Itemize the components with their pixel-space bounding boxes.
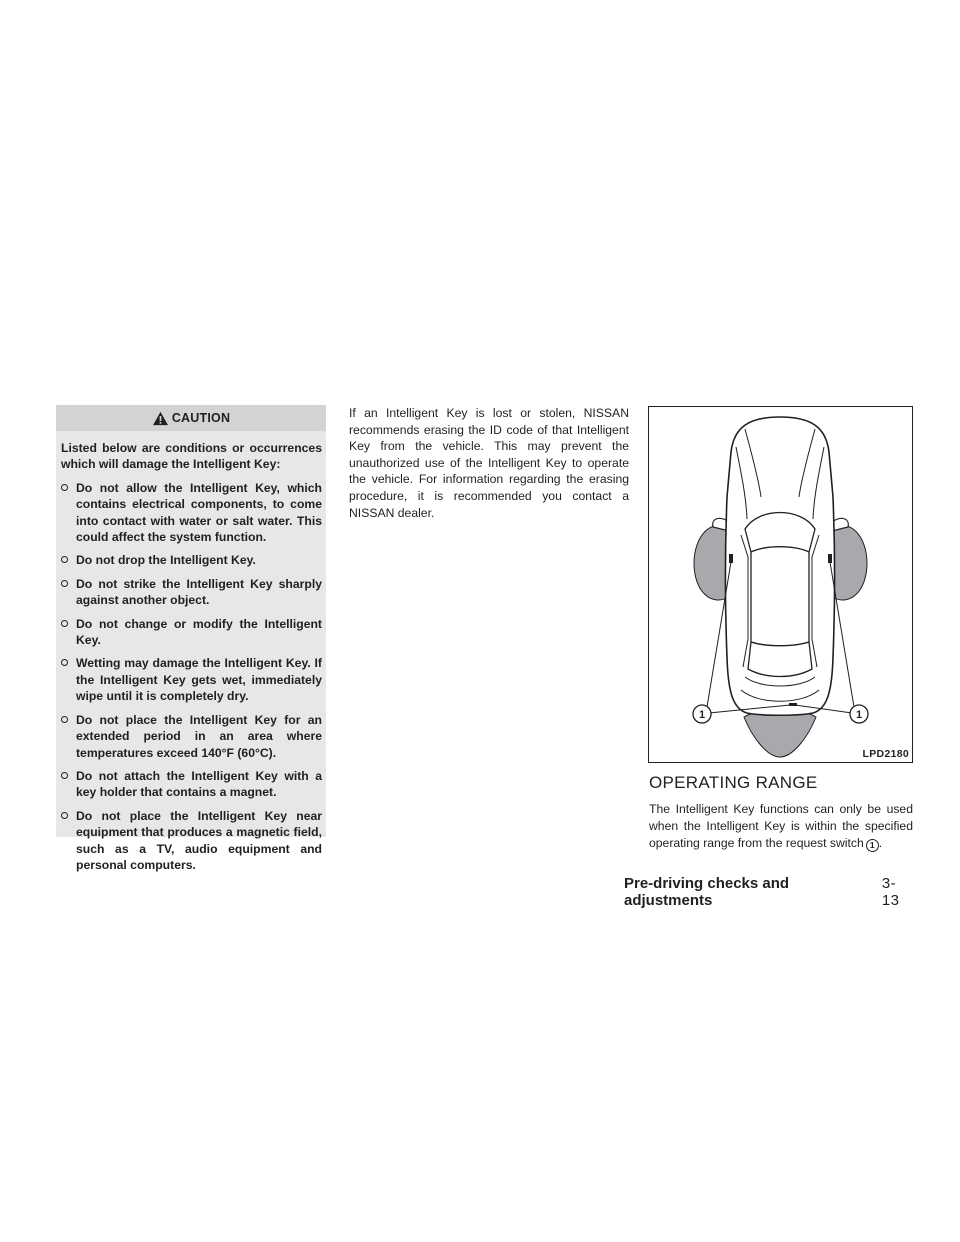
caution-intro: Listed below are conditions or occurrences which will damage the Intelligent Key: bbox=[61, 441, 322, 472]
bullet-icon bbox=[61, 812, 68, 819]
left-door-zone bbox=[694, 525, 729, 600]
section-title: OPERATING RANGE bbox=[649, 773, 818, 792]
caution-item bbox=[61, 768, 322, 801]
caution-item bbox=[61, 808, 322, 874]
caution-item-text: Do not allow the Intelligent Key, which contains electrical components, to come into contact with water or salt water. This could affect the system function. bbox=[76, 480, 322, 545]
page-number: 3-13 bbox=[881, 875, 900, 909]
bullet-icon bbox=[61, 580, 68, 587]
caution-header bbox=[56, 405, 326, 431]
caution-item bbox=[61, 712, 322, 761]
bullet-icon bbox=[61, 556, 68, 563]
operating-range-figure bbox=[648, 406, 913, 763]
lost-key-paragraph: If an Intelligent Key is lost or stolen, NISSAN recommends erasing the ID code of that Intelligent Key from the vehicle. This may prevent the unauthorized use of the Intelligent Key to operate the vehicle. For information regarding the erasing procedure, it is recommended you contact a NISSAN dealer. bbox=[349, 406, 629, 520]
caution-item-text: Do not drop the Intelligent Key. bbox=[76, 553, 256, 568]
caution-item-text: Do not place the Intelligent Key for an extended period in an area where temperatures exceed 140°F (60°C). bbox=[76, 712, 322, 760]
bullet-icon bbox=[61, 620, 68, 627]
right-request-switch-icon bbox=[828, 554, 832, 563]
caution-title: CAUTION bbox=[171, 411, 231, 425]
caution-item bbox=[61, 655, 322, 704]
figure-code: LPD2180 bbox=[862, 748, 909, 760]
car-top-view-illustration bbox=[649, 407, 912, 762]
caution-item-text: Do not change or modify the Intelligent Key. bbox=[76, 616, 322, 648]
bullet-icon bbox=[61, 772, 68, 779]
operating-range-text bbox=[649, 801, 913, 852]
footer-section-title: Pre-driving checks and adjustments bbox=[624, 875, 790, 909]
rear-zone bbox=[744, 710, 816, 758]
bullet-icon bbox=[61, 484, 68, 491]
caution-item-text: Do not strike the Intelligent Key sharply against another object. bbox=[76, 576, 322, 608]
left-request-switch-icon bbox=[729, 554, 733, 563]
callout-left-label: 1 bbox=[698, 709, 706, 721]
caution-item bbox=[61, 576, 322, 609]
caution-item-text: Do not place the Intelligent Key near equipment that produces a magnetic field, such as a TV, audio equipment and personal computers. bbox=[76, 808, 322, 872]
callout-right-label: 1 bbox=[855, 709, 863, 721]
caution-item bbox=[61, 552, 322, 568]
bullet-icon bbox=[61, 716, 68, 723]
page-footer bbox=[624, 875, 913, 909]
operating-range-end: . bbox=[878, 835, 883, 850]
right-door-zone bbox=[832, 525, 867, 600]
caution-box bbox=[56, 405, 326, 872]
warning-icon bbox=[152, 411, 169, 426]
caution-item-text: Do not attach the Intelligent Key with a key holder that contains a magnet. bbox=[76, 768, 322, 800]
caution-item bbox=[61, 616, 322, 649]
caution-item bbox=[61, 480, 322, 546]
bullet-icon bbox=[61, 659, 68, 666]
caution-list bbox=[61, 480, 322, 874]
operating-range-body: The Intelligent Key functions can only be used when the Intelligent Key is within the specified operating range from the request switch bbox=[649, 802, 913, 850]
caution-item-text: Wetting may damage the Intelligent Key. If the Intelligent Key gets wet, immediately wipe until it is completely dry. bbox=[76, 656, 322, 704]
callout-1-icon: 1 bbox=[866, 839, 879, 852]
